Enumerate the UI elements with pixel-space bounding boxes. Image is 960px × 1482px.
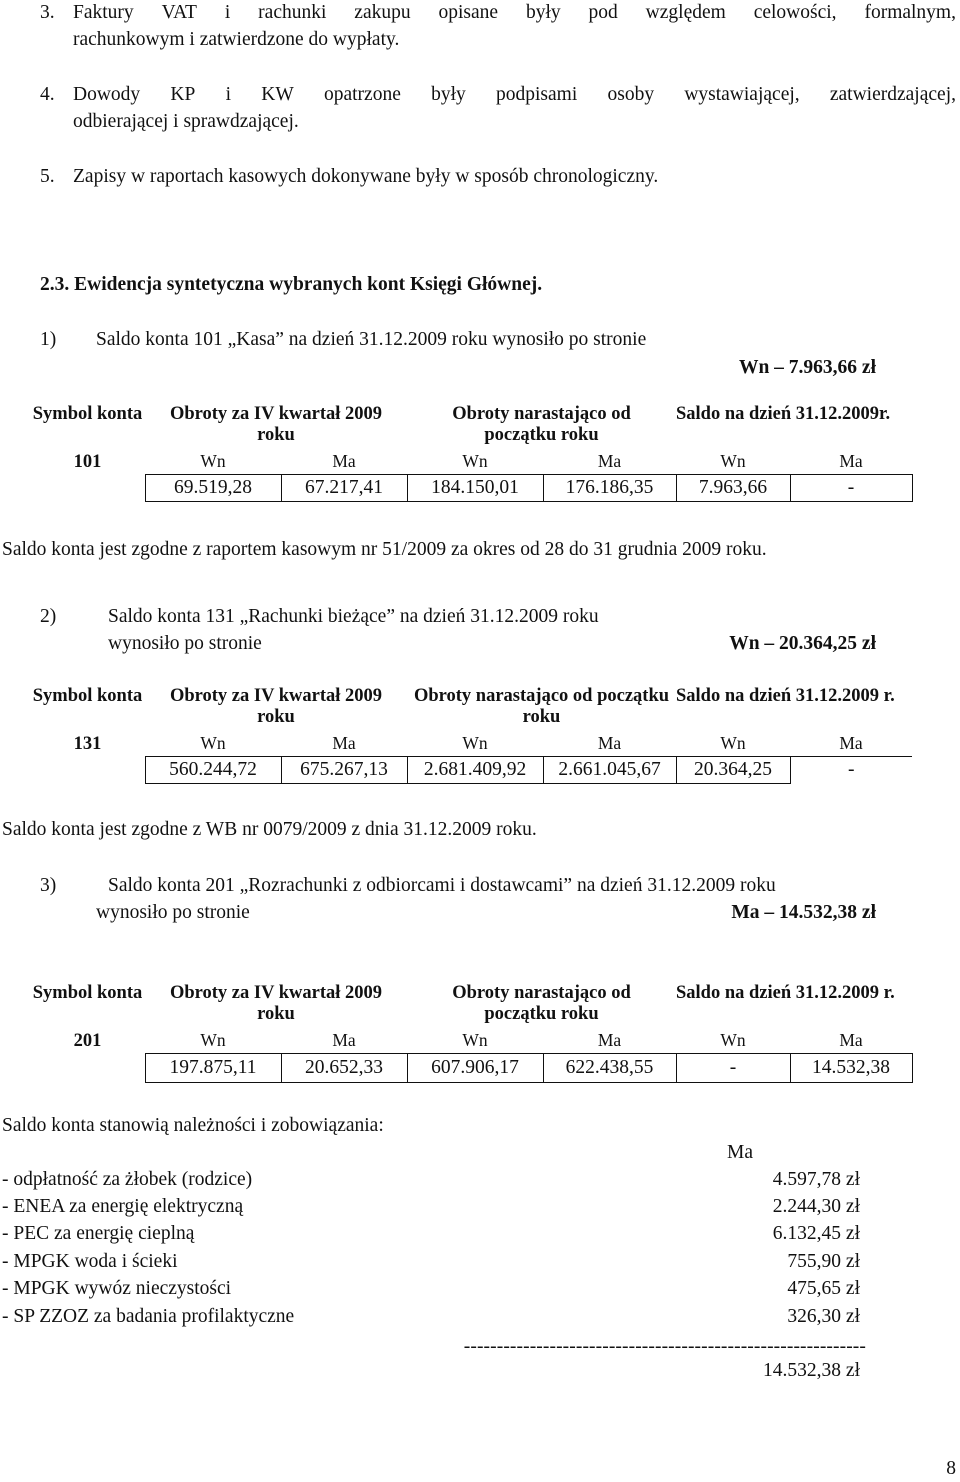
item-3-word: VAT bbox=[161, 2, 197, 23]
header-balance: Saldo na dzień 31.12.2009 r. bbox=[676, 983, 895, 1003]
value-cell: 197.875,11 bbox=[145, 1053, 281, 1082]
side-wn: Wn bbox=[462, 451, 488, 472]
side-wn: Wn bbox=[200, 733, 226, 754]
item-3-word: celowości, bbox=[753, 2, 837, 23]
item-3-word: zakupu bbox=[354, 2, 411, 23]
account-201-number: 3) bbox=[40, 875, 57, 896]
item-4-word: i bbox=[225, 84, 231, 105]
value-cell: 14.532,38 bbox=[790, 1053, 912, 1082]
liabilities-column-label: Ma bbox=[727, 1142, 753, 1163]
item-3-word: były bbox=[525, 2, 561, 23]
value-cell: 2.681.409,92 bbox=[407, 756, 543, 783]
value-cell: 69.519,28 bbox=[145, 474, 281, 501]
account-101-balance: Wn – 7.963,66 zł bbox=[738, 357, 876, 378]
side-ma: Ma bbox=[332, 733, 356, 754]
account-201-balance: Ma – 14.532,38 zł bbox=[731, 902, 876, 923]
account-201-intro-line2: wynosiło po stronie bbox=[96, 902, 250, 923]
value-cell: - bbox=[790, 756, 912, 783]
item-3-word: Faktury bbox=[73, 2, 134, 23]
header-symbol: Symbol konta bbox=[32, 983, 143, 1003]
header-cumulative-turnover: Obroty narastająco od początku roku bbox=[452, 983, 631, 1024]
item-5-text: Zapisy w raportach kasowych dokonywane były w sposób chronologiczny. bbox=[73, 166, 659, 187]
item-4-word: zatwierdzającej, bbox=[829, 84, 956, 105]
page-number: 8 bbox=[946, 1458, 956, 1479]
item-3-word: rachunki bbox=[258, 2, 327, 23]
section-heading: 2.3. Ewidencja syntetyczna wybranych kont Księgi Głównej. bbox=[40, 274, 543, 295]
account-131-number: 2) bbox=[40, 606, 57, 627]
value-cell: 176.186,35 bbox=[543, 474, 676, 501]
liability-row bbox=[2, 1169, 860, 1191]
item-4-word: KW bbox=[261, 84, 294, 105]
account-131-intro: Saldo konta 131 „Rachunki bieżące” na dzień 31.12.2009 roku bbox=[108, 606, 599, 627]
side-wn: Wn bbox=[200, 451, 226, 472]
liability-row bbox=[2, 1223, 860, 1245]
value-cell: 20.652,33 bbox=[281, 1053, 407, 1082]
liability-row bbox=[2, 1196, 860, 1218]
item-4-word: KP bbox=[170, 84, 196, 105]
account-131-balance: Wn – 20.364,25 zł bbox=[729, 633, 876, 654]
header-cumulative-turnover: Obroty narastająco od początku roku bbox=[413, 686, 670, 727]
header-cumulative-turnover: Obroty narastająco od początku roku bbox=[452, 404, 631, 445]
side-ma: Ma bbox=[597, 451, 622, 472]
header-balance: Saldo na dzień 31.12.2009 r. bbox=[676, 686, 895, 706]
liability-amount: 2.244,30 zł bbox=[772, 1196, 860, 1217]
item-4-word: podpisami bbox=[496, 84, 578, 105]
header-balance: Saldo na dzień 31.12.2009r. bbox=[676, 404, 891, 424]
liability-label: - odpłatność za żłobek (rodzice) bbox=[2, 1169, 253, 1190]
side-wn: Wn bbox=[462, 733, 488, 754]
item-3-word: opisane bbox=[438, 2, 499, 23]
value-cell: 2.661.045,67 bbox=[543, 756, 676, 783]
value-cell: - bbox=[790, 474, 912, 501]
side-wn: Wn bbox=[720, 733, 746, 754]
side-ma: Ma bbox=[332, 451, 356, 472]
item-3-line2: rachunkowym i zatwierdzone do wypłaty. bbox=[73, 29, 400, 50]
item-4-line1 bbox=[73, 84, 956, 106]
value-cell: - bbox=[676, 1053, 790, 1082]
value-cell: 560.244,72 bbox=[145, 756, 281, 783]
item-4-word: wystawiającej, bbox=[684, 84, 800, 105]
account-201-table bbox=[30, 983, 913, 1083]
liability-row bbox=[2, 1306, 860, 1328]
account-101-number: 1) bbox=[40, 329, 57, 350]
header-symbol: Symbol konta bbox=[32, 404, 143, 424]
side-ma: Ma bbox=[597, 1030, 622, 1051]
side-ma: Ma bbox=[839, 733, 863, 754]
liability-row bbox=[2, 1251, 860, 1273]
item-4-word: osoby bbox=[607, 84, 655, 105]
item-3-word: pod bbox=[588, 2, 618, 23]
header-symbol: Symbol konta bbox=[32, 686, 143, 706]
account-101-note: Saldo konta jest zgodne z raportem kasowym nr 51/2009 za okres od 28 do 31 grudnia 2009 roku. bbox=[2, 539, 767, 560]
item-5-number: 5. bbox=[40, 166, 55, 187]
account-symbol: 201 bbox=[73, 1030, 102, 1051]
liability-label: - SP ZZOZ za badania profilaktyczne bbox=[2, 1306, 295, 1327]
liability-label: - MPGK wywóz nieczystości bbox=[2, 1278, 232, 1299]
item-4-word: opatrzone bbox=[323, 84, 401, 105]
side-ma: Ma bbox=[839, 1030, 863, 1051]
liability-amount: 6.132,45 zł bbox=[772, 1223, 860, 1244]
value-cell: 607.906,17 bbox=[407, 1053, 543, 1082]
liability-amount: 4.597,78 zł bbox=[772, 1169, 860, 1190]
value-cell: 675.267,13 bbox=[281, 756, 407, 783]
side-wn: Wn bbox=[720, 451, 746, 472]
liabilities-total: 14.532,38 zł bbox=[763, 1360, 860, 1381]
liability-amount: 326,30 zł bbox=[787, 1306, 860, 1327]
account-131-table bbox=[30, 686, 912, 784]
header-quarter-turnover: Obroty za IV kwartał 2009 roku bbox=[169, 983, 383, 1024]
account-101-intro: Saldo konta 101 „Kasa” na dzień 31.12.2009 roku wynosiło po stronie bbox=[96, 329, 647, 350]
account-201-intro: Saldo konta 201 „Rozrachunki z odbiorcami i dostawcami” na dzień 31.12.2009 roku bbox=[108, 875, 776, 896]
header-quarter-turnover: Obroty za IV kwartał 2009 roku bbox=[169, 404, 383, 445]
liability-amount: 755,90 zł bbox=[787, 1251, 860, 1272]
side-wn: Wn bbox=[462, 1030, 488, 1051]
value-cell: 184.150,01 bbox=[407, 474, 543, 501]
item-3-line1 bbox=[73, 2, 956, 24]
item-4-number: 4. bbox=[40, 84, 55, 105]
liability-label: - PEC za energię cieplną bbox=[2, 1223, 195, 1244]
account-131-intro-line2: wynosiło po stronie bbox=[108, 633, 262, 654]
liability-amount: 475,65 zł bbox=[787, 1278, 860, 1299]
account-131-note: Saldo konta jest zgodne z WB nr 0079/2009 z dnia 31.12.2009 roku. bbox=[2, 819, 537, 840]
side-ma: Ma bbox=[839, 451, 863, 472]
liability-label: - MPGK woda i ścieki bbox=[2, 1251, 178, 1272]
side-wn: Wn bbox=[200, 1030, 226, 1051]
header-quarter-turnover: Obroty za IV kwartał 2009 roku bbox=[169, 686, 383, 727]
side-ma: Ma bbox=[597, 733, 622, 754]
liability-label: - ENEA za energię elektryczną bbox=[2, 1196, 244, 1217]
account-symbol: 101 bbox=[73, 451, 102, 472]
item-3-word: względem bbox=[645, 2, 726, 23]
item-4-word: Dowody bbox=[73, 84, 141, 105]
item-4-line2: odbierającej i sprawdzającej. bbox=[73, 111, 299, 132]
side-ma: Ma bbox=[332, 1030, 356, 1051]
value-cell: 7.963,66 bbox=[676, 474, 790, 501]
item-4-word: były bbox=[431, 84, 466, 105]
liability-row bbox=[2, 1278, 860, 1300]
side-wn: Wn bbox=[720, 1030, 746, 1051]
liabilities-separator: ------------------------------------------------------------- bbox=[463, 1336, 866, 1357]
item-3-number: 3. bbox=[40, 2, 55, 23]
value-cell: 67.217,41 bbox=[281, 474, 407, 501]
account-symbol: 131 bbox=[73, 733, 102, 754]
value-cell: 622.438,55 bbox=[543, 1053, 676, 1082]
value-cell: 20.364,25 bbox=[676, 756, 790, 783]
liabilities-intro: Saldo konta stanowią należności i zobowiązania: bbox=[2, 1115, 384, 1136]
account-101-table bbox=[30, 404, 913, 502]
item-3-word: i bbox=[224, 2, 231, 23]
item-3-word: formalnym, bbox=[864, 2, 956, 23]
